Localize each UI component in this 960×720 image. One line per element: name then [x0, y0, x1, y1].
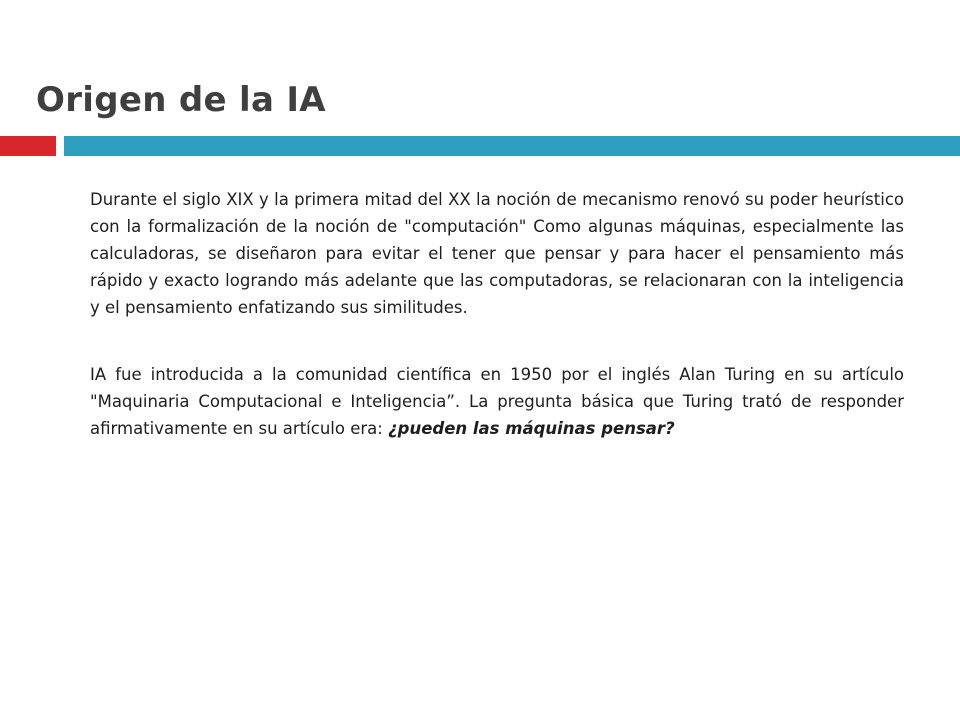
paragraph-turing — [90, 361, 904, 442]
accent-bar-blue — [64, 136, 960, 156]
paragraph-mecanismo: Durante el siglo XIX y la primera mitad del XX la noción de mecanismo renovó su poder heurístico con la formalización de la noción de "computación" Como algunas máquinas, especialmente las calculadoras, se diseñaron para evitar el tener que pensar y para hacer el pensamiento más rápido y exacto logrando más adelante que las computadoras, se relacionaran con la inteligencia y el pensamiento enfatizando sus similitudes. — [90, 190, 904, 317]
slide-title: Origen de la IA — [36, 80, 326, 120]
slide-body — [90, 186, 904, 442]
turing-question: ¿pueden las máquinas pensar? — [388, 419, 675, 438]
paragraph-turing-text: IA fue introducida a la comunidad científica en 1950 por el inglés Alan Turing en su artículo "Maquinaria Computacional e Inteligencia”. La pregunta básica que Turing trató de responder afirmativamente en su artículo era: — [90, 365, 904, 438]
accent-bar-red — [0, 136, 56, 156]
